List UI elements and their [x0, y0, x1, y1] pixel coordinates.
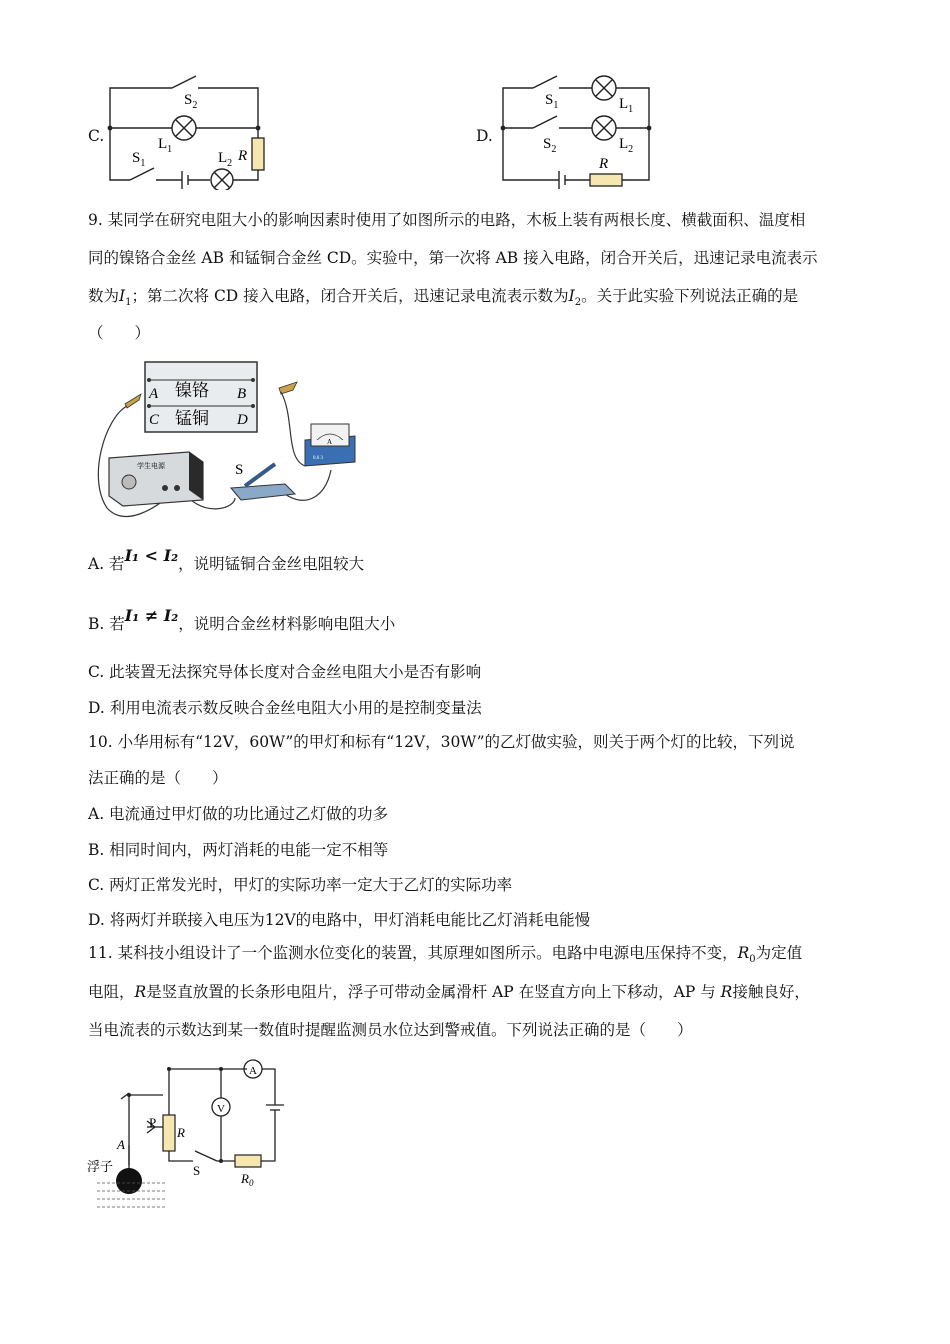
q9-experiment-figure — [85, 358, 375, 528]
q11-stem-line3: 当电流表的示数达到某一数值时提醒监测员水位达到警戒值。下列说法正确的是（ ） — [88, 1021, 693, 1039]
label-s2: $S_2$ — [543, 136, 557, 155]
option-d-label: D. — [476, 127, 493, 145]
q9-option-b[interactable]: B. 若I₁ ≠ I₂，说明合金丝材料影响电阻大小 — [88, 606, 396, 633]
q10-option-a[interactable]: A. 电流通过甲灯做的功比通过乙灯做的功多 — [88, 805, 389, 823]
q9-option-a[interactable]: A. 若I₁ < I₂，说明锰铜合金丝电阻较大 — [88, 546, 365, 573]
q10-stem-line1: 10. 小华用标有“12V，60W”的甲灯和标有“12V，30W”的乙灯做实验，则关于两个灯的比较，下列说 — [88, 733, 795, 751]
label-l1: $L_1$ — [619, 96, 634, 115]
board-label-nichrome: 镍铬 — [175, 381, 209, 400]
circuit-diagram-d — [495, 70, 665, 190]
label-r: R — [177, 1125, 185, 1140]
label-s1: $S_1$ — [132, 150, 146, 169]
q9-stem-line3: 数为$I_1$；第二次将 CD 接入电路，闭合开关后，迅速记录电流表示数为$I_2$。关于此实验下列说法正确的是 — [88, 287, 799, 309]
label-l1: $L_1$ — [158, 136, 173, 155]
q11-circuit-figure — [85, 1055, 305, 1215]
label-b: B — [237, 386, 247, 402]
label-s1: $S_1$ — [545, 92, 559, 111]
circuit-diagram-c — [100, 70, 270, 190]
label-a: A — [117, 1137, 125, 1152]
q11-stem-line1: 11. 某科技小组设计了一个监测水位变化的装置，其原理如图所示。电路中电源电压保持不变，$R_0$为定值 — [88, 944, 803, 966]
switch-label: S — [235, 462, 244, 478]
option-c-label: C. — [88, 127, 105, 145]
q9-stem-line1: 9. 某同学在研究电阻大小的影响因素时使用了如图所示的电路，木板上装有两根长度、横截面积、温度相 — [88, 211, 806, 229]
label-r: R — [599, 156, 609, 172]
label-s2: $S_2$ — [184, 92, 198, 111]
q10-option-c[interactable]: C. 两灯正常发光时，甲灯的实际功率一定大于乙灯的实际功率 — [88, 876, 513, 894]
q9-stem-line2: 同的镍铬合金丝 AB 和锰铜合金丝 CD。实验中，第一次将 AB 接入电路，闭合开关后，迅速记录电流表示 — [88, 249, 818, 267]
q10-option-b[interactable]: B. 相同时间内，两灯消耗的电能一定不相等 — [88, 841, 389, 859]
label-l2: $L_2$ — [218, 150, 233, 169]
label-r0: $R_0$ — [241, 1171, 254, 1188]
q9-option-d[interactable]: D. 利用电流表示数反映合金丝电阻大小用的是控制变量法 — [88, 699, 482, 717]
knife-switch — [231, 484, 295, 500]
label-a: A — [149, 386, 159, 402]
ammeter-terminals: 0.6 3 — [313, 456, 323, 461]
board-label-manganin: 锰铜 — [175, 409, 209, 428]
power-supply-label: 学生电源 — [137, 462, 165, 470]
q10-option-d[interactable]: D. 将两灯并联接入电压为12V的电路中，甲灯消耗电能比乙灯消耗电能慢 — [88, 911, 591, 929]
label-r: R — [238, 148, 248, 164]
voltmeter-label: V — [217, 1103, 225, 1115]
label-l2: $L_2$ — [619, 136, 634, 155]
ammeter-label: A — [249, 1065, 257, 1077]
float-ball — [116, 1168, 142, 1194]
alligator-clip-left — [125, 394, 141, 408]
label-c: C — [149, 412, 160, 428]
q9-paren: （ ） — [88, 324, 151, 342]
label-s: S — [193, 1163, 201, 1178]
q9-option-c[interactable]: C. 此装置无法探究导体长度对合金丝电阻大小是否有影响 — [88, 663, 482, 681]
ammeter-label: A — [327, 438, 333, 446]
label-p: P — [149, 1115, 157, 1130]
q11-stem-line2: 电阻，R是竖直放置的长条形电阻片，浮子可带动金属滑杆 AP 在竖直方向上下移动，AP 与 R接触良好， — [88, 983, 810, 1001]
label-float: 浮子 — [87, 1159, 114, 1174]
q10-stem-line2: 法正确的是（ ） — [88, 769, 228, 787]
label-d: D — [237, 412, 248, 428]
